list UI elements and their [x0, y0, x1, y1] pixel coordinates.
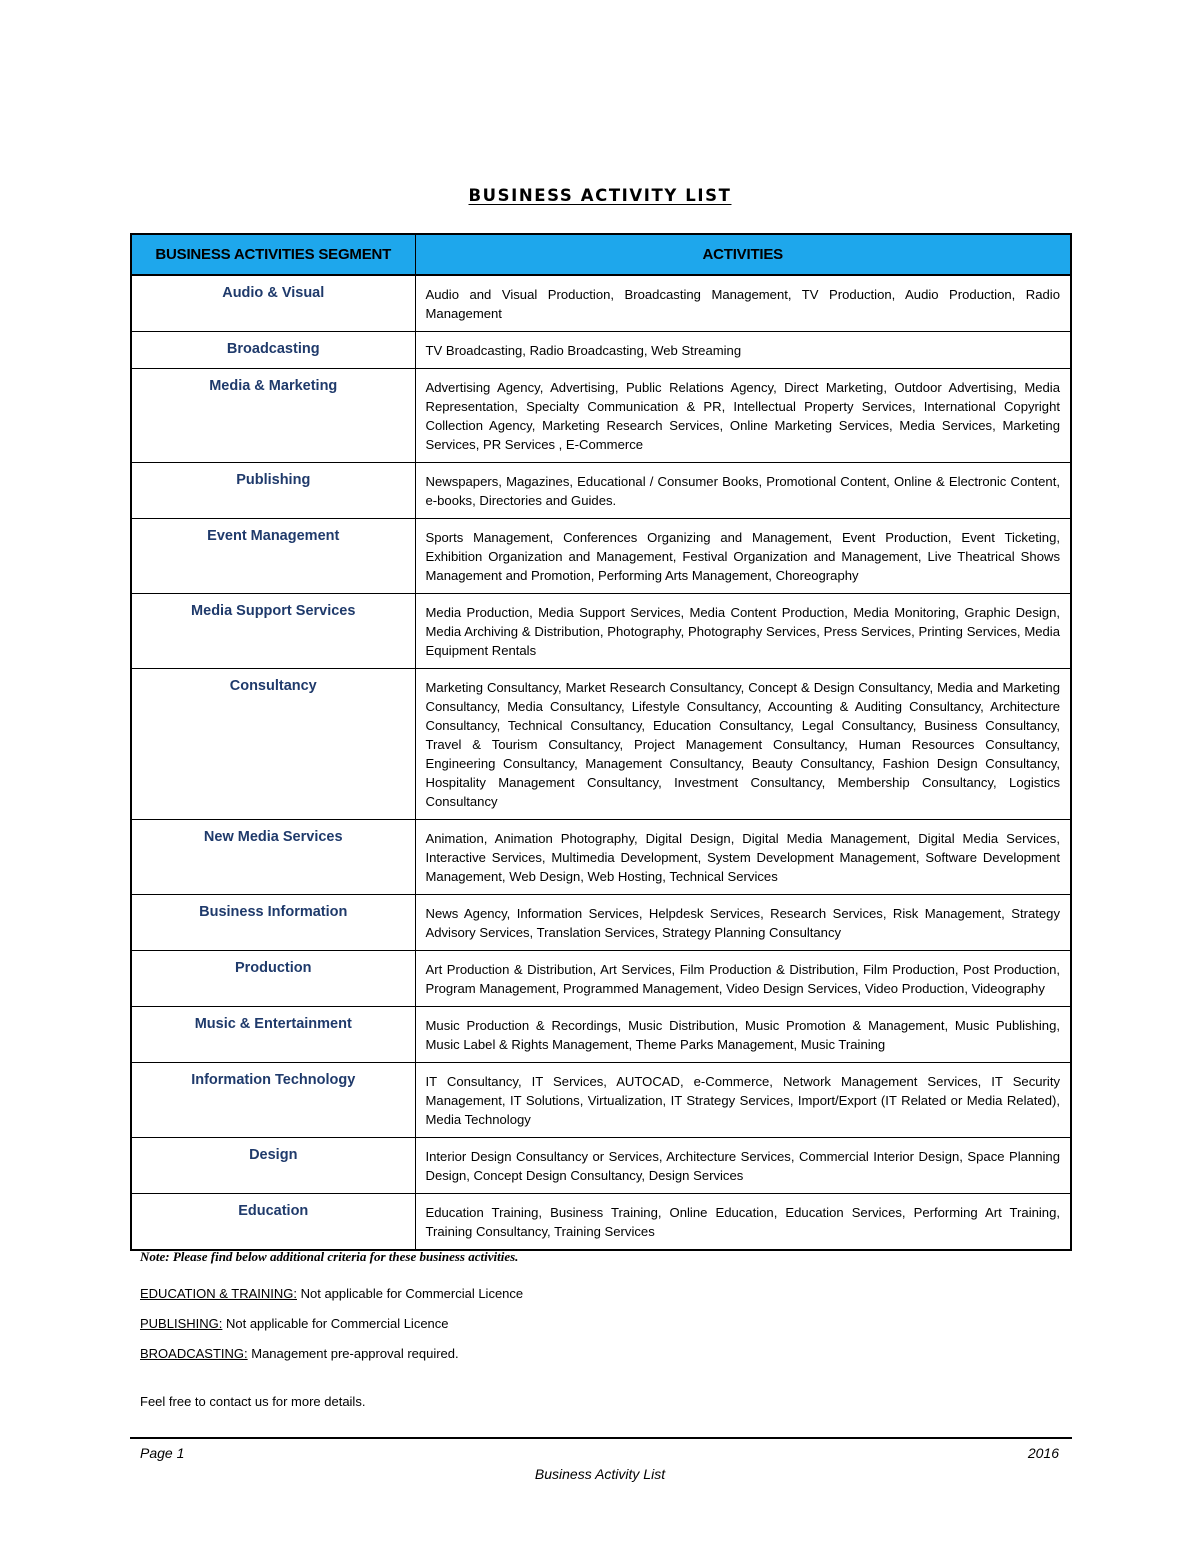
business-activity-table	[130, 233, 1072, 1251]
activities-cell: Media Production, Media Support Services, Media Content Production, Media Monitoring, Graphic Design, Media Archiving & Distribution, Photography, Photography Services, Press Services, Printing Services, Media Equipment Rentals	[415, 594, 1071, 669]
table-row	[131, 594, 1071, 669]
segment-cell: Media & Marketing	[131, 369, 415, 463]
activities-cell: Music Production & Recordings, Music Distribution, Music Promotion & Management, Music Publishing, Music Label & Rights Management, Theme Parks Management, Music Training	[415, 1007, 1071, 1063]
table-row	[131, 519, 1071, 594]
criteria-note: Note: Please find below additional criteria for these business activities.	[140, 1249, 519, 1264]
table-row	[131, 332, 1071, 369]
segment-cell: Business Information	[131, 895, 415, 951]
activities-cell: IT Consultancy, IT Services, AUTOCAD, e-Commerce, Network Management Services, IT Security Management, IT Solutions, Virtualization, IT Strategy Services, Import/Export (IT Related or Media Related), Media Technology	[415, 1063, 1071, 1138]
activities-cell: Audio and Visual Production, Broadcasting Management, TV Production, Audio Production, Radio Management	[415, 275, 1071, 332]
footer-document-name: Business Activity List	[534, 1466, 666, 1482]
table-row	[131, 1138, 1071, 1194]
footer-year: 2016	[1027, 1445, 1059, 1461]
table-row	[131, 820, 1071, 895]
activities-cell: Art Production & Distribution, Art Services, Film Production & Distribution, Film Production, Post Production, Program Management, Programmed Management, Video Design Services, Video Production, Videography	[415, 951, 1071, 1007]
table-row	[131, 895, 1071, 951]
segment-cell: Broadcasting	[131, 332, 415, 369]
criteria-broadcasting	[140, 1346, 459, 1361]
footer-page-number: Page 1	[140, 1445, 185, 1461]
table-row	[131, 1063, 1071, 1138]
contact-line: Feel free to contact us for more details.	[140, 1394, 366, 1409]
activities-cell: Newspapers, Magazines, Educational / Consumer Books, Promotional Content, Online & Electronic Content, e-books, Directories and Guides.	[415, 463, 1071, 519]
criteria-label: EDUCATION & TRAINING:	[140, 1286, 297, 1301]
criteria-label: BROADCASTING:	[140, 1346, 248, 1361]
segment-cell: Audio & Visual	[131, 275, 415, 332]
segment-cell: Education	[131, 1194, 415, 1251]
table-row	[131, 369, 1071, 463]
table-row	[131, 1007, 1071, 1063]
activities-cell: Sports Management, Conferences Organizing and Management, Event Production, Event Ticketing, Exhibition Organization and Management, Festival Organization and Management, Live Theatrical Shows Management and Promotion, Performing Arts Management, Choreography	[415, 519, 1071, 594]
segment-cell: New Media Services	[131, 820, 415, 895]
segment-cell: Information Technology	[131, 1063, 415, 1138]
table-row	[131, 951, 1071, 1007]
activities-cell: Interior Design Consultancy or Services, Architecture Services, Commercial Interior Design, Space Planning Design, Concept Design Consultancy, Design Services	[415, 1138, 1071, 1194]
segment-cell: Media Support Services	[131, 594, 415, 669]
activities-cell: Advertising Agency, Advertising, Public Relations Agency, Direct Marketing, Outdoor Advertising, Media Representation, Specialty Communication & PR, Intellectual Property Services, International Copyright Collection Agency, Marketing Research Services, Online Marketing Services, Media Services, Marketing Services, PR Services , E-Commerce	[415, 369, 1071, 463]
activities-cell: News Agency, Information Services, Helpdesk Services, Research Services, Risk Management, Strategy Advisory Services, Translation Services, Strategy Planning Consultancy	[415, 895, 1071, 951]
activities-cell: Education Training, Business Training, Online Education, Education Services, Performing Art Training, Training Consultancy, Training Services	[415, 1194, 1071, 1251]
segment-cell: Publishing	[131, 463, 415, 519]
segment-cell: Design	[131, 1138, 415, 1194]
segment-cell: Production	[131, 951, 415, 1007]
footer-divider	[130, 1437, 1072, 1439]
criteria-text: Management pre-approval required.	[247, 1346, 459, 1361]
table-row	[131, 463, 1071, 519]
table-header-row	[131, 234, 1071, 275]
activities-cell: Marketing Consultancy, Market Research Consultancy, Concept & Design Consultancy, Media and Marketing Consultancy, Media Consultancy, Lifestyle Consultancy, Accounting & Auditing Consultancy, Architecture Consultancy, Technical Consultancy, Education Consultancy, Legal Consultancy, Business Consultancy, Travel & Tourism Consultancy, Project Management Consultancy, Human Resources Consultancy, Engineering Consultancy, Management Consultancy, Beauty Consultancy, Fashion Design Consultancy, Hospitality Management Consultancy, Investment Consultancy, Membership Consultancy, Logistics Consultancy	[415, 669, 1071, 820]
activities-cell: Animation, Animation Photography, Digital Design, Digital Media Management, Digital Media Services, Interactive Services, Multimedia Development, System Development Management, Software Development Management, Web Design, Web Hosting, Technical Services	[415, 820, 1071, 895]
column-header-segment: BUSINESS ACTIVITIES SEGMENT	[131, 234, 415, 275]
criteria-label: PUBLISHING:	[140, 1316, 223, 1331]
table-row	[131, 1194, 1071, 1251]
criteria-education	[140, 1286, 523, 1301]
document-title: BUSINESS ACTIVITY LIST	[468, 186, 732, 205]
criteria-text: Not applicable for Commercial Licence	[296, 1286, 524, 1301]
segment-cell: Event Management	[131, 519, 415, 594]
criteria-publishing	[140, 1316, 449, 1331]
criteria-text: Not applicable for Commercial Licence	[222, 1316, 449, 1331]
table-row	[131, 669, 1071, 820]
column-header-activities: ACTIVITIES	[415, 234, 1071, 275]
table-row	[131, 275, 1071, 332]
activities-cell: TV Broadcasting, Radio Broadcasting, Web Streaming	[415, 332, 1071, 369]
segment-cell: Music & Entertainment	[131, 1007, 415, 1063]
segment-cell: Consultancy	[131, 669, 415, 820]
